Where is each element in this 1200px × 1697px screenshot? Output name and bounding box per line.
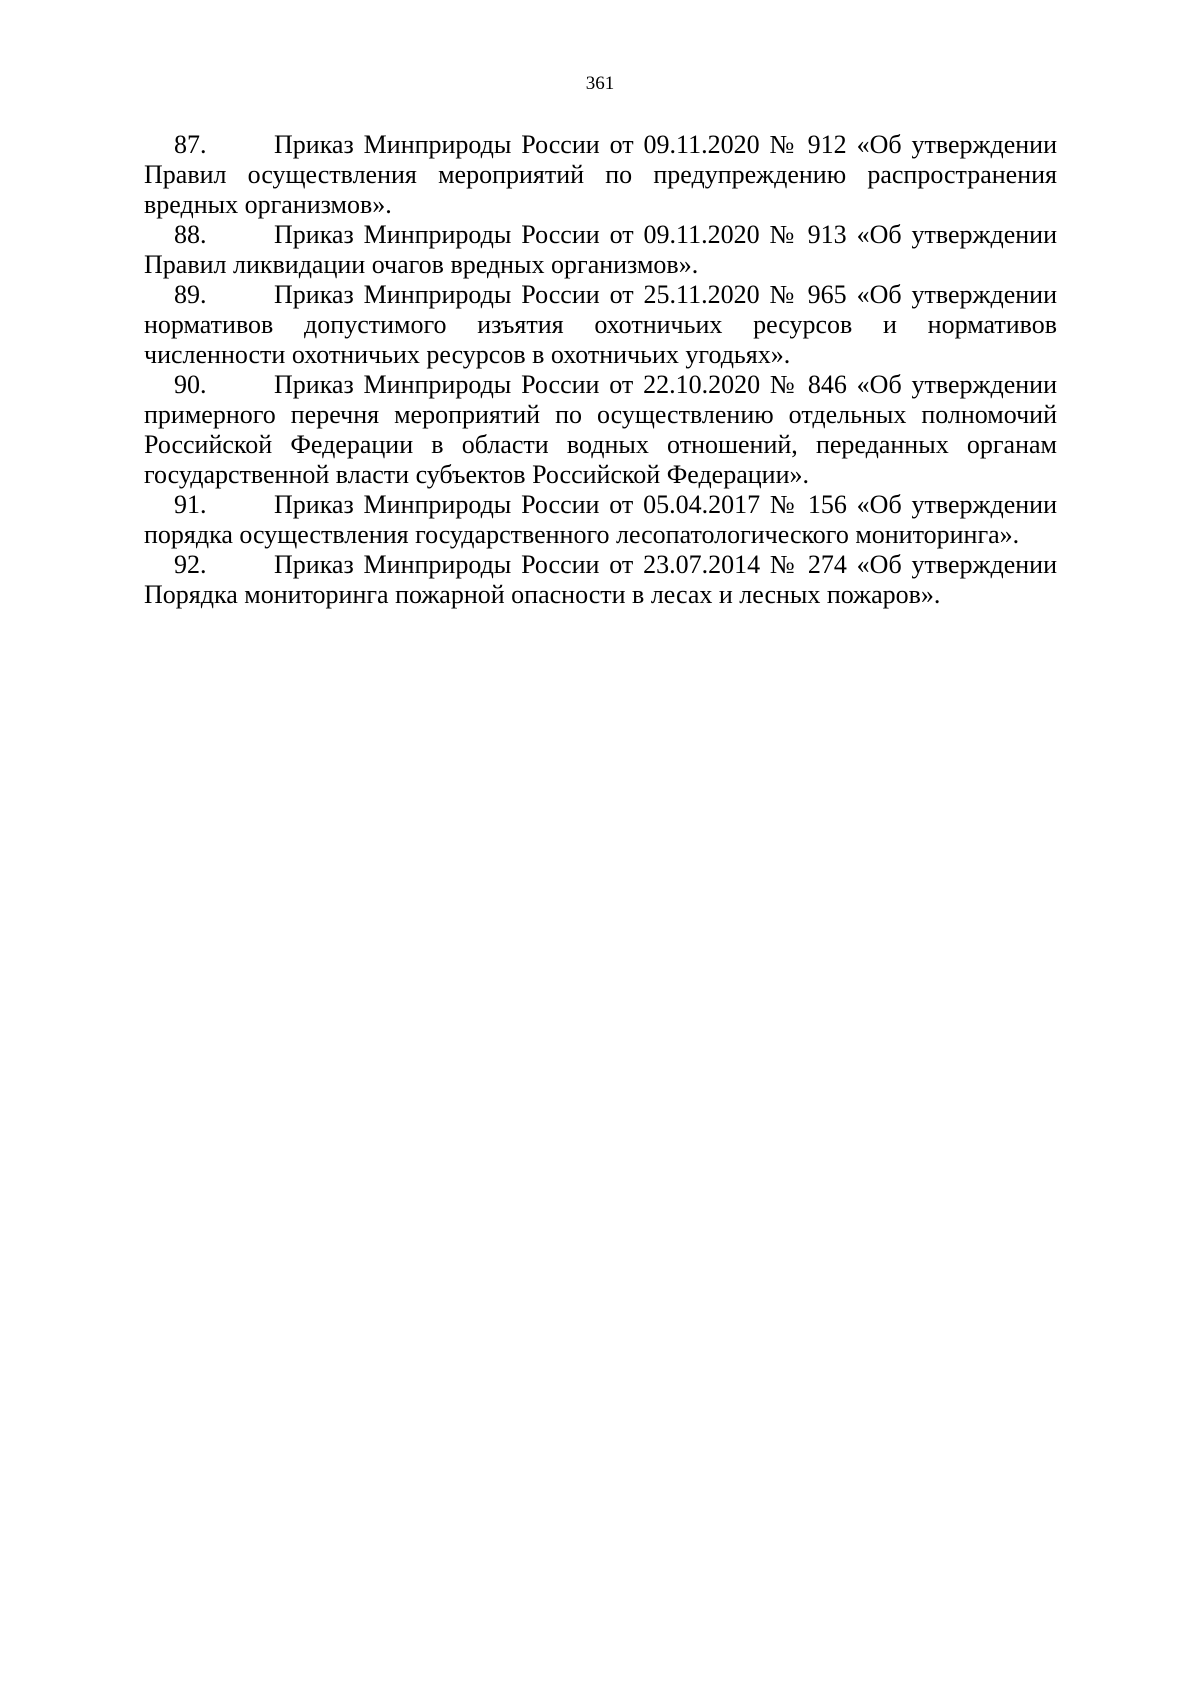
- item-number: 91.: [174, 490, 207, 519]
- item-text: Приказ Минприроды России от 05.04.2017 № 156 «Об утверждении порядка осуществления государственного лесопатологического мониторинга».: [144, 490, 1057, 549]
- list-item: [144, 220, 1057, 280]
- list-item: [144, 370, 1057, 490]
- list-item: [144, 130, 1057, 220]
- item-text: Приказ Минприроды России от 09.11.2020 № 913 «Об утверждении Правил ликвидации очагов вредных организмов».: [144, 220, 1057, 279]
- list-item: [144, 550, 1057, 610]
- item-text: Приказ Минприроды России от 09.11.2020 № 912 «Об утверждении Правил осуществления мероприятий по предупреждению распространения вредных организмов».: [144, 130, 1057, 219]
- item-number: 89.: [174, 280, 207, 309]
- list-item: [144, 490, 1057, 550]
- item-text: Приказ Минприроды России от 23.07.2014 № 274 «Об утверждении Порядка мониторинга пожарной опасности в лесах и лесных пожаров».: [144, 550, 1057, 609]
- item-number: 92.: [174, 550, 207, 579]
- item-text: Приказ Минприроды России от 25.11.2020 № 965 «Об утверждении нормативов допустимого изъятия охотничьих ресурсов и нормативов численности охотничьих ресурсов в охотничьих угодьях».: [144, 280, 1057, 369]
- page-number: 361: [585, 73, 615, 94]
- item-number: 88.: [174, 220, 207, 249]
- document-body: [144, 130, 1057, 610]
- list-item: [144, 280, 1057, 370]
- item-text: Приказ Минприроды России от 22.10.2020 № 846 «Об утверждении примерного перечня мероприятий по осуществлению отдельных полномочий Российской Федерации в области водных отношений, переданных органам государственной власти субъектов Российской Федерации».: [144, 370, 1057, 489]
- item-number: 90.: [174, 370, 207, 399]
- item-number: 87.: [174, 130, 207, 159]
